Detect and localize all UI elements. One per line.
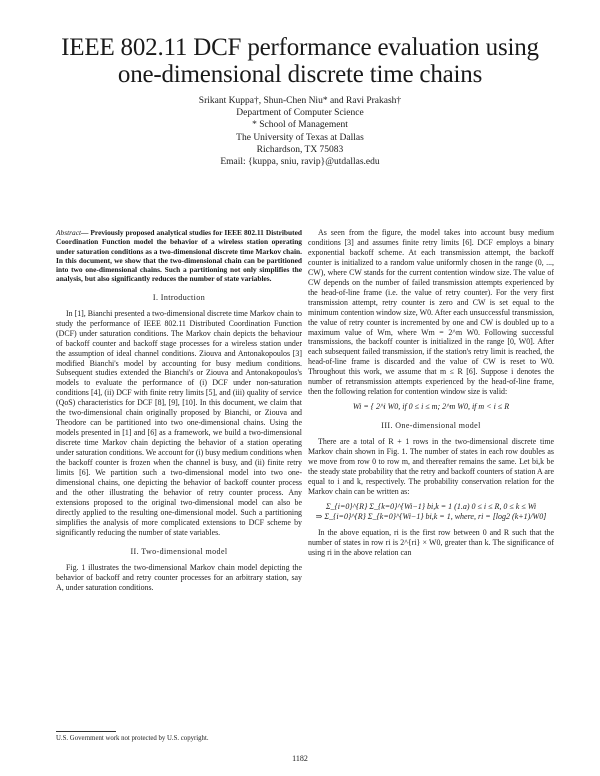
right-column (308, 228, 554, 558)
right-paragraph-3: In the above equation, ri is the first row between 0 and R such that the number of states in row ri is 2^{ri} × W0, greater than k. The significance of using ri in the above relation can (308, 527, 554, 557)
model2-paragraph: Fig. 1 illustrates the two-dimensional Markov chain model depicting the behavior of backoff and retry counter processes for an arbitrary station, say A, under saturation conditions. (56, 562, 302, 592)
eq2-line-2: ⇒ Σ_{i=0}^{R} Σ_{k=0}^{Wi−1} bi,k = 1, where, ri = [log2 (k+1)/W0] (315, 511, 547, 521)
abstract-text: — Previously proposed analytical studies for IEEE 802.11 Distributed Coordination Function model the behavior of a wireless station operating under saturation conditions as a two-dimensional discrete time Markov chain. In this document, we show that the two-dimensional chain can be partitioned into two one-dimensional chains. Such a partitioning not only simplifies the analysis, but also significantly reduces the number of state variables. (56, 228, 302, 284)
title-line-2: one-dimensional discrete time chains (117, 61, 483, 88)
author-block (100, 95, 500, 168)
section-heading-two-dimensional-model: II. Two-dimensional model (130, 546, 228, 556)
author-names: Srikant Kuppa†, Shun-Chen Niu* and Ravi Prakash† (198, 96, 402, 106)
affiliation-university: The University of Texas at Dallas (236, 132, 364, 143)
section-heading-one-dimensional-model: III. One-dimensional model (381, 421, 481, 431)
eq1-case-2: 2^m W0, if m < i ≤ R (442, 402, 510, 412)
affiliation-city: Richardson, TX 75083 (256, 144, 344, 155)
equation-probability-conservation (308, 502, 554, 522)
affiliation-department: Department of Computer Science (236, 108, 364, 119)
equation-contention-window: Wi = { 2^i W0, if 0 ≤ i ≤ m; 2^m W0, if m < i ≤ R (352, 402, 510, 412)
eq1-lhs: Wi = (352, 402, 369, 412)
intro-paragraph: In [1], Bianchi presented a two-dimensional discrete time Markov chain to study the performance of IEEE 802.11 Distributed Coordination Function (DCF) under saturation conditions. The Markov chain depicts the behaviour of backoff counter and backoff stage processes for a wireless station under the assumption of ideal channel conditions. Ziouva and Antonakopoulos [3] modified Bianchi's model by accounting for busy medium conditions. Subsequent studies extended the Bianchi's or Ziouva and Antonakopoulos's models to evaluate the performance of (i) DCF under non-saturation conditions [4], (ii) DCF with finite retry limits [5], and (iii) quality of service (QoS) characteristics for DCF [8], [9], [10]. In this document, we claim that the two-dimensional chain originally proposed by Bianchi, or Ziouva and Theodore can be partitioned into two one-dimensional chains. Using the models presented in [1] and [6] as a framework, we build a two-dimensional discrete time Markov chain depicting the behavior of a station operating under saturation conditions. We account for (i) busy medium conditions when the backoff counter is frozen when the channel is busy, and (ii) finite retry limits [6]. We partition such a two-dimensional model into two one-dimensional chains, one depicting the behavior of backoff counter process and the other illustrating the behavior of retry counter process. Any extensions proposed to the original two-dimensional model can also be directly applied to the resulting one-dimensional model. Such a partitioning simplifies the analysis of more complicated extensions to DCF scheme by significantly reducing the number of state variables. (56, 308, 302, 537)
abstract-lead: Abstract (56, 228, 82, 237)
right-paragraph-2: There are a total of R + 1 rows in the two-dimensional discrete time Markov chain shown in Fig. 1. The number of states in each row doubles as we move from row 0 to row m, and thereafter remains the same. Let bi,k be the steady state probability that the retry and backoff counters of station A are equal to i and k, respectively. The probability conservation relation for the Markov chain can be written as: (308, 437, 554, 496)
author-email: Email: {kuppa, sniu, ravip}@utdallas.edu (220, 157, 380, 168)
left-column (56, 228, 302, 592)
abstract (56, 228, 302, 284)
eq2-line-1: Σ_{i=0}^{R} Σ_{k=0}^{Wi−1} bi,k = 1 (1.a) 0 ≤ i ≤ R, 0 ≤ k ≤ Wi (325, 501, 537, 511)
right-paragraph-1: As seen from the figure, the model takes into account busy medium conditions [3] and assumes finite retry limits [6]. DCF employs a binary exponential backoff scheme. At each transmission attempt, the backoff counter is initialized to a random value uniformly chosen in the range (0, ..., CW), where CW stands for the current contention window size. The value of CW depends on the number of failed transmission attempts experienced by the head-of-line frame (i.e. the value of retry counter). For the very first transmission attempt, retry counter is zero and CW is set equal to the minimum contention window size, W0. After each unsuccessful transmission, the value of retry counter is incremented by one and CW is doubled up to a maximum value of Wm, where Wm = 2^m W0. Following successful transmissions, the backoff counter is initialized in the range [0, W0]. After each subsequent failed transmission, if the station's retry limit is reached, the head-of-line frame is discarded and the value of CW is reset to W0. Throughout this work, we assume that m ≤ R [6]. Suppose i denotes the number of retransmission attempts experienced by the head-of-line frame, then the following relation for contention window size is valid: (308, 228, 554, 397)
copyright-footnote: U.S. Government work not protected by U.S. copyright. (56, 735, 209, 742)
page-number: 1182 (292, 754, 308, 763)
footnote-divider (56, 731, 116, 732)
affiliation-school: * School of Management (252, 120, 348, 131)
eq1-case-1: 2^i W0, if 0 ≤ i ≤ m (375, 402, 438, 412)
section-heading-introduction: I. Introduction (152, 292, 206, 302)
paper-title (40, 34, 560, 88)
title-line-1: IEEE 802.11 DCF performance evaluation using (61, 34, 539, 61)
